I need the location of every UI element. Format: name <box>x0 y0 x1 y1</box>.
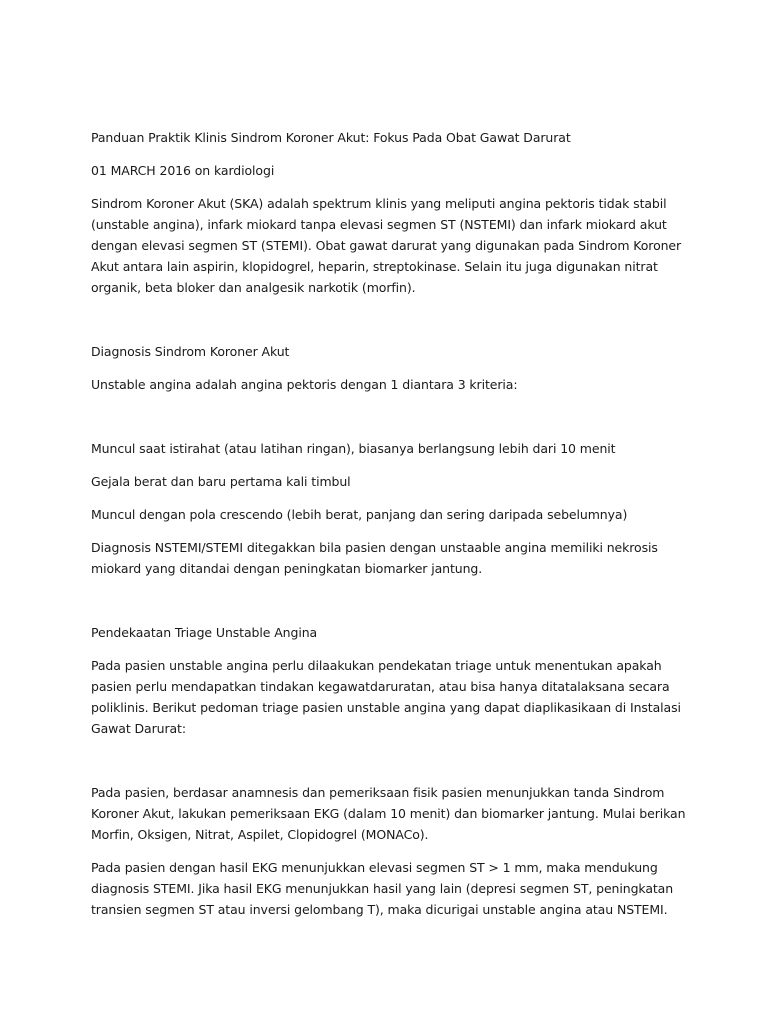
criteria-item: Muncul saat istirahat (atau latihan ringan), biasanya berlangsung lebih dari 10 menit <box>91 441 616 456</box>
intro-paragraph: Sindrom Koroner Akut (SKA) adalah spektrum klinis yang meliputi angina pektoris tidak stabil (unstable angina), infark miokard tanpa elevasi segmen ST (NSTEMI) dan infark miokard akut dengan elevasi segmen ST (STEMI). Obat gawat darurat yang digunakan pada Sindrom Koroner Akut antara lain aspirin, klopidogrel, heparin, streptokinase. Selain itu juga digunakan nitrat organik, beta bloker dan analgesik narkotik (morfin). <box>91 196 682 295</box>
diagnosis-lead: Unstable angina adalah angina pektoris dengan 1 diantara 3 kriteria: <box>91 377 518 392</box>
criteria-item: Gejala berat dan baru pertama kali timbul <box>91 474 351 489</box>
criteria-item: Muncul dengan pola crescendo (lebih berat, panjang dan sering daripada sebelumnya) <box>91 507 628 522</box>
section-heading-diagnosis: Diagnosis Sindrom Koroner Akut <box>91 344 290 359</box>
diagnosis-closing: Diagnosis NSTEMI/STEMI ditegakkan bila pasien dengan unstaable angina memiliki nekrosis miokard yang ditandai dengan peningkatan biomarker jantung. <box>91 540 658 576</box>
document-meta: 01 MARCH 2016 on kardiologi <box>91 163 275 178</box>
triage-lead: Pada pasien unstable angina perlu dilaakukan pendekatan triage untuk menentukan apakah pasien perlu mendapatkan tindakan kegawatdaruratan, atau bisa hanya ditatalaksana secara poliklinis. Berikut pedoman triage pasien unstable angina yang dapat diaplikasikaan di Instalasi Gawat Darurat: <box>91 658 681 736</box>
triage-step: Pada pasien dengan hasil EKG menunjukkan elevasi segmen ST > 1 mm, maka mendukung diagnosis STEMI. Jika hasil EKG menunjukkan hasil yang lain (depresi segmen ST, peningkatan transien segmen ST atau inversi gelombang T), maka dicurigai unstable angina atau NSTEMI. <box>91 860 674 917</box>
section-heading-triage: Pendekaatan Triage Unstable Angina <box>91 625 318 640</box>
document-title: Panduan Praktik Klinis Sindrom Koroner Akut: Fokus Pada Obat Gawat Darurat <box>91 130 571 145</box>
document-page <box>91 127 691 932</box>
triage-step: Pada pasien, berdasar anamnesis dan pemeriksaan fisik pasien menunjukkan tanda Sindrom Koroner Akut, lakukan pemeriksaan EKG (dalam 10 menit) dan biomarker jantung. Mulai berikan Morfin, Oksigen, Nitrat, Aspilet, Clopidogrel (MONACo). <box>91 785 686 842</box>
